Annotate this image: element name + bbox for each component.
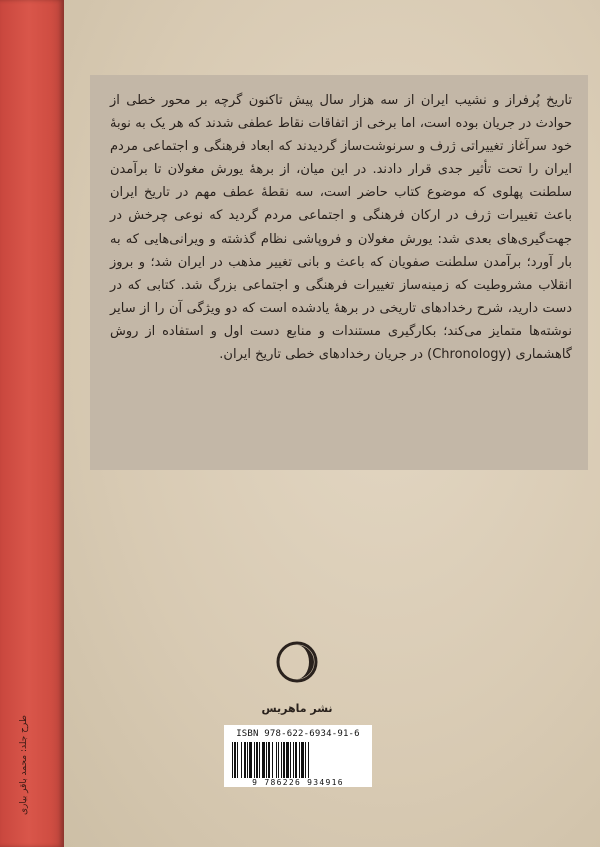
barcode-digits: 9 786226 934916 (252, 778, 344, 787)
barcode-bar (295, 742, 297, 778)
barcode-bar (262, 742, 265, 778)
barcode-bar (286, 742, 289, 778)
barcode-bar (299, 742, 300, 778)
barcode-label (224, 725, 372, 787)
barcode-bar (259, 742, 260, 778)
barcode-bar (276, 742, 277, 778)
barcode-bar (266, 742, 267, 778)
blurb-box (90, 75, 588, 470)
barcode-bar (301, 742, 304, 778)
barcode-bar (308, 742, 309, 778)
barcode-bar (283, 742, 285, 778)
barcode-bar (268, 742, 270, 778)
cover-design-credit (4, 690, 44, 840)
barcode-bar (254, 742, 255, 778)
barcode-bar (305, 742, 306, 778)
crescent-circle-logo-icon (275, 640, 319, 684)
barcode-bar (290, 742, 291, 778)
publisher-name: نشر ماهریس (261, 702, 333, 715)
barcode-bar (234, 742, 236, 778)
barcode-bar (278, 742, 279, 778)
barcode-bar (247, 742, 248, 778)
barcode-bar (232, 742, 233, 778)
barcode-bar (244, 742, 246, 778)
barcode-bar (256, 742, 258, 778)
cover-design-credit-text: طرح جلد: محمد باقر بیاری (19, 714, 30, 816)
barcode-bar (241, 742, 242, 778)
barcode-bar (249, 742, 252, 778)
barcode-bar (272, 742, 273, 778)
barcode-bar (293, 742, 294, 778)
book-spine (0, 0, 64, 847)
barcode-icon (230, 742, 366, 778)
barcode-bar (237, 742, 238, 778)
blurb-text: تاریخ پُرفراز و نشیب ایران از سه هزار سال پیش تاکنون گرچه بر محور خطی از حوادث در جریان بوده است، اما برخی از اتفاقات نقاط عطفی شدند که هر یک به نوبهٔ خود سرآغاز تغییراتی ژرف و سرنوشت‌ساز گردیدند که ابعاد فرهنگی و اجتماعی مردم ایران را تحت تأثیر جدی قرار دادند. در این میان، از برههٔ یورش مغولان تا برآمدن سلطنت پهلوی که موضوع کتاب حاضر است، سه نقطهٔ عطف مهم در تاریخ ایران باعث تغییرات ژرف در ارکان فرهنگی و اجتماعی مردم گردید که نوعی چرخش در جهت‌گیری‌های بعدی شد: یورش مغولان و فروپاشی نظام گذشته و ویرانی‌هایی که به بار آورد؛ برآمدن سلطنت صفویان که باعث و بانی تغییر مذهب در ایران شد؛ و بروز انقلاب مشروطیت که زمینه‌ساز تغییرات فرهنگی و اجتماعی بزرگ شد. کتابی که در دست دارید، شرح رخدادهای تاریخی در برههٔ یادشده است که دو ویژگی آن را از سایر نوشته‌ها متمایز می‌کند؛ بکارگیری مستندات و منابع دست اول و استفاده از روش گاهشماری (Chronology) در جریان رخدادهای خطی تاریخ ایران. (110, 93, 572, 363)
isbn-text: ISBN 978-622-6934-91-6 (236, 729, 360, 739)
barcode-bar (281, 742, 282, 778)
